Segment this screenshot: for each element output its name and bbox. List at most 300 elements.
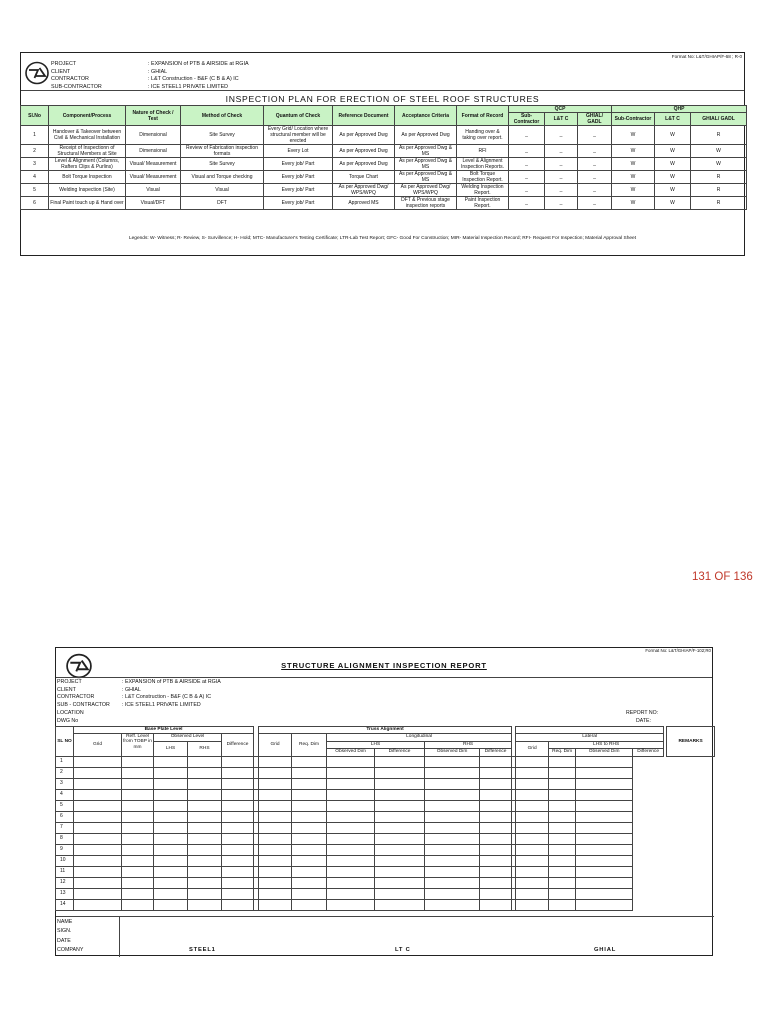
entry-cell[interactable] [292, 789, 327, 800]
entry-cell[interactable] [549, 789, 576, 800]
cell-nature: Dimensional [126, 145, 181, 158]
entry-cell[interactable] [188, 800, 222, 811]
col-qhp-sub-contractor: Sub-Contractor [612, 113, 655, 126]
cell-sl: 4 [21, 171, 49, 184]
entry-cell[interactable] [74, 856, 122, 867]
col-qcp-ghial: GHIAL/ GADL [578, 113, 612, 126]
entry-cell[interactable] [188, 756, 222, 767]
entry-cell[interactable] [122, 867, 154, 878]
entry-cell[interactable] [576, 856, 633, 867]
signatory-ghial: GHIAL [594, 947, 617, 953]
col-group-qcp: QCP [509, 106, 612, 113]
entry-cell[interactable] [222, 800, 254, 811]
entry-cell[interactable] [375, 811, 425, 822]
value-contractor: : L&T Construction - B&F (C B & A) IC [122, 694, 212, 701]
entry-cell[interactable] [480, 800, 512, 811]
entry-cell[interactable] [425, 822, 480, 833]
value-client: : GHIAL [148, 68, 168, 75]
entry-cell[interactable] [576, 833, 633, 844]
entry-cell[interactable] [425, 778, 480, 789]
col-component: Component/Process [49, 106, 126, 126]
entry-cell[interactable] [480, 867, 512, 878]
entry-cell[interactable] [425, 833, 480, 844]
entry-cell[interactable] [327, 789, 375, 800]
entry-cell[interactable] [122, 889, 154, 900]
entry-cell[interactable] [425, 900, 480, 911]
entry-cell[interactable] [516, 778, 549, 789]
entry-cell[interactable] [549, 900, 576, 911]
entry-cell[interactable] [222, 867, 254, 878]
entry-cell[interactable] [154, 756, 188, 767]
cell-component: Handover & Takeover between Civil & Mechanical Installation [49, 126, 126, 145]
cell-qhp: W [655, 171, 691, 184]
entry-cell[interactable] [549, 878, 576, 889]
entry-cell[interactable] [549, 811, 576, 822]
entry-cell[interactable] [375, 867, 425, 878]
label-project: PROJECT [51, 61, 77, 67]
legend-text: Legends: W- Witness; R- Review, S- Survillence; H- Hold; MTC- Manufacturer's Testing Certificate; LTR-Lab Test Report; GFC- Good For Construction; MIR- Material Inspection Record; RFI- Request For Inspection; Material Approval Sheet [128, 236, 637, 241]
entry-cell[interactable] [425, 889, 480, 900]
entry-cell[interactable] [480, 856, 512, 867]
col-lateral-difference: Difference [633, 748, 664, 756]
cell-qhp: W [655, 158, 691, 171]
row-number: 3 [56, 778, 74, 789]
entry-cell[interactable] [375, 878, 425, 889]
entry-cell[interactable] [154, 878, 188, 889]
entry-cell[interactable] [188, 856, 222, 867]
entry-cell[interactable] [425, 767, 480, 778]
entry-cell[interactable] [222, 900, 254, 911]
entry-cell[interactable] [188, 822, 222, 833]
entry-cell[interactable] [122, 833, 154, 844]
signatory-steel1: STEEL1 [189, 947, 216, 953]
entry-cell[interactable] [480, 789, 512, 800]
entry-cell[interactable] [74, 844, 122, 855]
entry-cell[interactable] [188, 878, 222, 889]
entry-cell[interactable] [188, 889, 222, 900]
entry-cell[interactable] [154, 800, 188, 811]
cell-method: Visual [181, 184, 264, 197]
entry-cell[interactable] [188, 900, 222, 911]
entry-cell[interactable] [516, 900, 549, 911]
col-reff-level: Reff. Level from TOBP in mm [122, 733, 154, 756]
cell-reference: Torque Chart [333, 171, 395, 184]
entry-cell[interactable] [154, 811, 188, 822]
cell-qhp: W [691, 158, 747, 171]
col-qcp-sub-contractor: Sub-Contractor [509, 113, 545, 126]
entry-cell[interactable] [74, 878, 122, 889]
entry-cell[interactable] [480, 833, 512, 844]
table-row [21, 158, 747, 171]
table-row [56, 800, 715, 811]
entry-cell[interactable] [154, 867, 188, 878]
cell-acceptance: As per Approved Dwg & MS [395, 158, 457, 171]
row-number: 6 [56, 811, 74, 822]
label-contractor: CONTRACTOR [51, 76, 89, 83]
entry-cell[interactable] [259, 833, 292, 844]
entry-cell[interactable] [292, 767, 327, 778]
cell-qcp: _ [509, 158, 545, 171]
entry-cell[interactable] [576, 878, 633, 889]
entry-cell[interactable] [516, 756, 549, 767]
entry-cell[interactable] [188, 833, 222, 844]
entry-cell[interactable] [222, 822, 254, 833]
col-qcp-lt-c: L&T C [545, 113, 578, 126]
entry-cell[interactable] [425, 811, 480, 822]
entry-cell[interactable] [516, 867, 549, 878]
entry-cell[interactable] [549, 889, 576, 900]
entry-cell[interactable] [425, 789, 480, 800]
format-number: Format No: L&T/GHIAP/F-102;R0 [645, 648, 711, 653]
entry-cell[interactable] [327, 844, 375, 855]
col-req-dim: Req. Dim [292, 733, 327, 756]
entry-cell[interactable] [292, 900, 327, 911]
entry-cell[interactable] [154, 789, 188, 800]
divider [21, 90, 744, 91]
entry-cell[interactable] [576, 767, 633, 778]
entry-cell[interactable] [259, 767, 292, 778]
cell-qhp: W [612, 145, 655, 158]
entry-cell[interactable] [122, 789, 154, 800]
table-row [21, 145, 747, 158]
entry-cell[interactable] [259, 789, 292, 800]
entry-cell[interactable] [516, 878, 549, 889]
cell-qhp: W [612, 184, 655, 197]
col-nature: Nature of Check / Test [126, 106, 181, 126]
cell-format: Handing over & taking over report. [457, 126, 509, 145]
entry-cell[interactable] [480, 878, 512, 889]
entry-cell[interactable] [327, 778, 375, 789]
entry-cell[interactable] [222, 889, 254, 900]
entry-cell[interactable] [122, 800, 154, 811]
entry-cell[interactable] [425, 878, 480, 889]
page-counter: 131 OF 136 [692, 571, 753, 583]
col-method: Method of Check [181, 106, 264, 126]
cell-format: Paint Inspection Report. [457, 197, 509, 210]
row-number: 1 [56, 756, 74, 767]
value-sub-contractor: : ICE STEEL1 PRIVATE LIMITED [122, 702, 201, 709]
entry-cell[interactable] [480, 844, 512, 855]
entry-cell[interactable] [74, 867, 122, 878]
value-client: : GHIAL [122, 686, 141, 693]
row-number: 8 [56, 833, 74, 844]
cell-qcp: _ [545, 145, 578, 158]
entry-cell[interactable] [375, 833, 425, 844]
entry-cell[interactable] [259, 778, 292, 789]
entry-cell[interactable] [222, 833, 254, 844]
entry-cell[interactable] [425, 800, 480, 811]
entry-cell[interactable] [480, 822, 512, 833]
label-name: NAME [57, 919, 73, 925]
cell-qcp: _ [545, 158, 578, 171]
entry-cell[interactable] [259, 811, 292, 822]
lt-logo-icon [25, 61, 49, 85]
entry-cell[interactable] [259, 756, 292, 767]
entry-cell[interactable] [375, 900, 425, 911]
col-truss-grid: Grid [259, 733, 292, 756]
label-location: LOCATION [57, 709, 84, 716]
entry-cell[interactable] [425, 856, 480, 867]
entry-cell[interactable] [74, 822, 122, 833]
col-rhs-difference: Difference [480, 748, 512, 756]
table-row [56, 844, 715, 855]
col-group-blank [516, 727, 664, 734]
label-sign: SIGN. [57, 928, 72, 935]
entry-cell[interactable] [549, 856, 576, 867]
cell-qhp: W [655, 145, 691, 158]
entry-cell[interactable] [122, 878, 154, 889]
cell-reference: As per Approved Dwg [333, 126, 395, 145]
entry-cell[interactable] [188, 867, 222, 878]
value-contractor: : L&T Construction - B&F (C B & A) IC [148, 76, 239, 83]
entry-cell[interactable] [188, 778, 222, 789]
entry-cell[interactable] [576, 811, 633, 822]
entry-cell[interactable] [259, 878, 292, 889]
entry-cell[interactable] [188, 767, 222, 778]
entry-cell[interactable] [292, 844, 327, 855]
entry-cell[interactable] [516, 811, 549, 822]
entry-cell[interactable] [480, 900, 512, 911]
entry-cell[interactable] [327, 889, 375, 900]
report-no-label: REPORT NO: [626, 710, 659, 716]
inspection-plan-table [20, 105, 747, 210]
entry-cell[interactable] [549, 822, 576, 833]
col-group-base-plate-level: Base Plate Level [74, 727, 254, 734]
entry-cell[interactable] [576, 778, 633, 789]
entry-cell[interactable] [516, 767, 549, 778]
cell-qcp: _ [509, 145, 545, 158]
col-rhs-observed: Observed Dim [425, 748, 480, 756]
entry-cell[interactable] [327, 878, 375, 889]
entry-cell[interactable] [516, 844, 549, 855]
entry-cell[interactable] [74, 756, 122, 767]
entry-cell[interactable] [480, 767, 512, 778]
cell-qcp: _ [509, 197, 545, 210]
entry-cell[interactable] [327, 811, 375, 822]
entry-cell[interactable] [188, 811, 222, 822]
table-row [56, 833, 715, 844]
col-sl-no: SL NO [56, 727, 74, 757]
entry-cell[interactable] [122, 900, 154, 911]
entry-cell[interactable] [425, 756, 480, 767]
entry-cell[interactable] [292, 889, 327, 900]
entry-cell[interactable] [74, 767, 122, 778]
cell-format: Bolt Torque Inspection Report. [457, 171, 509, 184]
entry-cell[interactable] [516, 800, 549, 811]
entry-cell[interactable] [74, 778, 122, 789]
col-group-long-rhs: RHS [425, 741, 512, 748]
entry-cell[interactable] [327, 856, 375, 867]
entry-cell[interactable] [292, 756, 327, 767]
entry-cell[interactable] [122, 767, 154, 778]
entry-cell[interactable] [154, 822, 188, 833]
entry-cell[interactable] [549, 756, 576, 767]
cell-qhp: W [612, 171, 655, 184]
entry-cell[interactable] [576, 844, 633, 855]
entry-cell[interactable] [480, 778, 512, 789]
entry-cell[interactable] [154, 844, 188, 855]
entry-cell[interactable] [375, 800, 425, 811]
entry-cell[interactable] [375, 789, 425, 800]
entry-cell[interactable] [327, 767, 375, 778]
entry-cell[interactable] [154, 856, 188, 867]
entry-cell[interactable] [292, 778, 327, 789]
entry-cell[interactable] [222, 778, 254, 789]
entry-cell[interactable] [259, 867, 292, 878]
cell-sl: 3 [21, 158, 49, 171]
entry-cell[interactable] [516, 889, 549, 900]
entry-cell[interactable] [576, 900, 633, 911]
entry-cell[interactable] [259, 822, 292, 833]
entry-cell[interactable] [222, 856, 254, 867]
entry-cell[interactable] [327, 900, 375, 911]
table-row [56, 778, 715, 789]
entry-cell[interactable] [549, 867, 576, 878]
cell-qcp: _ [578, 145, 612, 158]
entry-cell[interactable] [122, 856, 154, 867]
cell-quantum: Every Grid/ Location where structural member will be erected [264, 126, 333, 145]
entry-cell[interactable] [154, 889, 188, 900]
entry-cell[interactable] [576, 867, 633, 878]
entry-cell[interactable] [425, 844, 480, 855]
label-sub-contractor: SUB - CONTRACTOR [57, 702, 110, 709]
divider [119, 917, 120, 957]
entry-cell[interactable] [516, 856, 549, 867]
cell-method: DFT [181, 197, 264, 210]
col-difference: Difference [222, 733, 254, 756]
cell-qhp: R [691, 126, 747, 145]
entry-cell[interactable] [375, 767, 425, 778]
entry-cell[interactable] [154, 833, 188, 844]
entry-cell[interactable] [154, 900, 188, 911]
entry-cell[interactable] [74, 811, 122, 822]
entry-cell[interactable] [516, 822, 549, 833]
entry-cell[interactable] [259, 800, 292, 811]
entry-cell[interactable] [292, 800, 327, 811]
col-group-long-lhs: LHS [327, 741, 425, 748]
cell-nature: Visual [126, 184, 181, 197]
entry-cell[interactable] [516, 789, 549, 800]
cell-qhp: W [655, 184, 691, 197]
col-lateral-grid: Grid [516, 741, 549, 756]
entry-cell[interactable] [327, 867, 375, 878]
entry-cell[interactable] [375, 778, 425, 789]
entry-cell[interactable] [576, 889, 633, 900]
entry-cell[interactable] [122, 811, 154, 822]
row-number: 7 [56, 822, 74, 833]
entry-cell[interactable] [259, 844, 292, 855]
entry-cell[interactable] [74, 900, 122, 911]
row-number: 13 [56, 889, 74, 900]
entry-cell[interactable] [576, 789, 633, 800]
cell-qhp: W [612, 197, 655, 210]
entry-cell[interactable] [122, 756, 154, 767]
entry-cell[interactable] [222, 767, 254, 778]
entry-cell[interactable] [122, 822, 154, 833]
entry-cell[interactable] [154, 778, 188, 789]
signatory-lt-c: LT C [395, 947, 411, 953]
entry-cell[interactable] [259, 889, 292, 900]
entry-cell[interactable] [292, 878, 327, 889]
table-row [56, 811, 715, 822]
entry-cell[interactable] [327, 822, 375, 833]
entry-cell[interactable] [154, 767, 188, 778]
cell-qhp: W [691, 145, 747, 158]
cell-reference: As per Approved Dwg/ WPS/WPQ [333, 184, 395, 197]
entry-cell[interactable] [375, 844, 425, 855]
row-number: 11 [56, 867, 74, 878]
entry-cell[interactable] [375, 756, 425, 767]
table-row [21, 197, 747, 210]
entry-cell[interactable] [480, 889, 512, 900]
entry-cell[interactable] [549, 800, 576, 811]
col-grid: Grid [74, 733, 122, 756]
entry-cell[interactable] [74, 833, 122, 844]
entry-cell[interactable] [576, 800, 633, 811]
col-group-qhp: QHP [612, 106, 747, 113]
entry-cell[interactable] [425, 867, 480, 878]
cell-method: Visual and Torque checking [181, 171, 264, 184]
entry-cell[interactable] [188, 789, 222, 800]
entry-cell[interactable] [259, 856, 292, 867]
entry-cell[interactable] [480, 756, 512, 767]
entry-cell[interactable] [292, 833, 327, 844]
entry-cell[interactable] [188, 844, 222, 855]
entry-cell[interactable] [327, 756, 375, 767]
entry-cell[interactable] [222, 844, 254, 855]
cell-qcp: _ [545, 126, 578, 145]
entry-cell[interactable] [292, 856, 327, 867]
cell-sl: 5 [21, 184, 49, 197]
table-row [21, 171, 747, 184]
entry-cell[interactable] [549, 844, 576, 855]
cell-acceptance: As per Approved Dwg & MS [395, 145, 457, 158]
cell-qhp: W [655, 197, 691, 210]
col-group-observed-level: Observed Level [154, 733, 222, 741]
entry-cell[interactable] [549, 778, 576, 789]
entry-cell[interactable] [122, 778, 154, 789]
entry-cell[interactable] [222, 789, 254, 800]
entry-cell[interactable] [576, 756, 633, 767]
entry-cell[interactable] [292, 811, 327, 822]
col-acceptance: Acceptance Criteria [395, 106, 457, 126]
entry-cell[interactable] [549, 833, 576, 844]
entry-cell[interactable] [292, 867, 327, 878]
entry-cell[interactable] [222, 756, 254, 767]
entry-cell[interactable] [516, 833, 549, 844]
entry-cell[interactable] [576, 822, 633, 833]
entry-cell[interactable] [375, 889, 425, 900]
entry-cell[interactable] [375, 822, 425, 833]
col-remarks: REMARKS [667, 727, 715, 757]
entry-cell[interactable] [480, 811, 512, 822]
entry-cell[interactable] [222, 811, 254, 822]
entry-cell[interactable] [549, 767, 576, 778]
entry-cell[interactable] [122, 844, 154, 855]
entry-cell[interactable] [292, 822, 327, 833]
entry-cell[interactable] [222, 878, 254, 889]
cell-qcp: _ [578, 197, 612, 210]
entry-cell[interactable] [74, 889, 122, 900]
entry-cell[interactable] [74, 800, 122, 811]
table-row [21, 184, 747, 197]
entry-cell[interactable] [327, 833, 375, 844]
entry-cell[interactable] [375, 856, 425, 867]
col-group-lhs-to-rhs: LHS to RHS [549, 741, 664, 748]
entry-cell[interactable] [74, 789, 122, 800]
entry-cell[interactable] [327, 800, 375, 811]
entry-cell[interactable] [259, 900, 292, 911]
